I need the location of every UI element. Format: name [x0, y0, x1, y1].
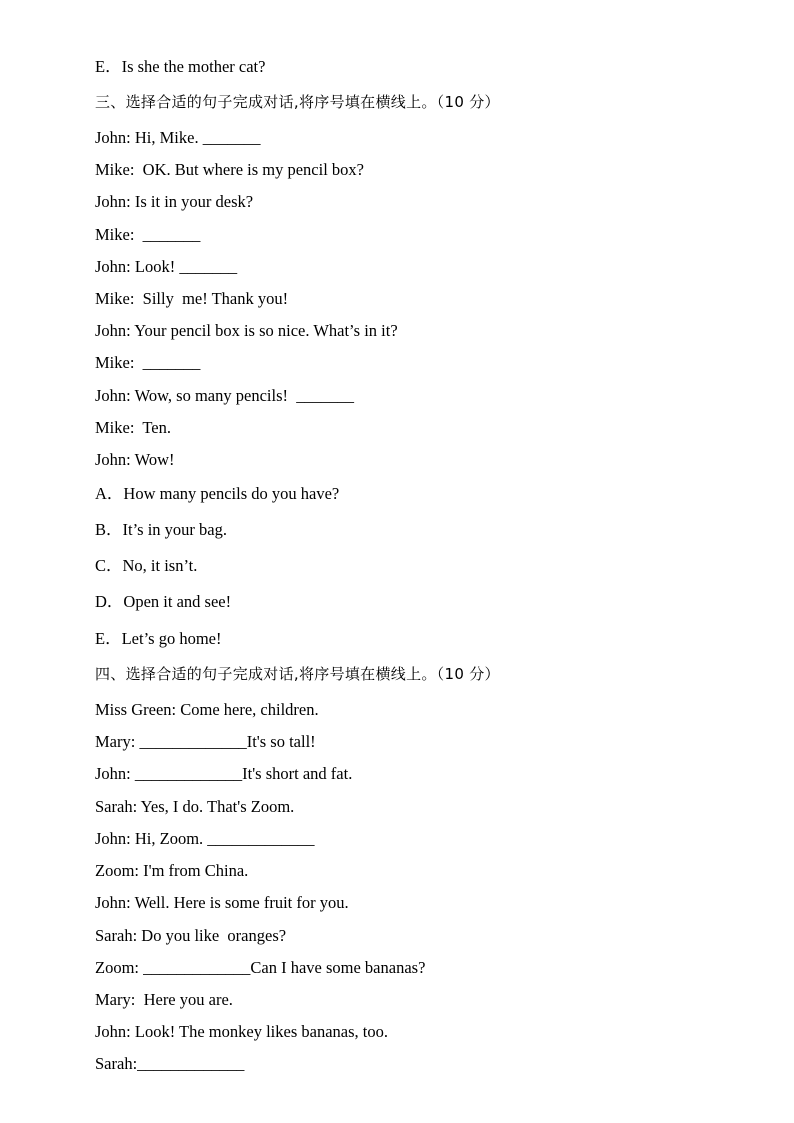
section3-dialogue-line: John: Hi, Mike. _______: [95, 128, 261, 147]
section4-dialogue-line: Mary: _____________It's so tall!: [95, 732, 316, 751]
section3-dialogue-line: Mike: Silly me! Thank you!: [95, 289, 289, 308]
section4-dialogue-line: Zoom: I'm from China.: [95, 861, 249, 880]
section4-dialogue-line: Sarah: Yes, I do. That's Zoom.: [95, 797, 295, 816]
section3-option-e: E．Let’s go home!: [95, 629, 222, 648]
section4-dialogue-line: John: _____________It's short and fat.: [95, 764, 353, 783]
section3-option-b: B．It’s in your bag.: [95, 520, 227, 539]
section2-option-e: E．Is she the mother cat?: [95, 57, 266, 76]
section4-dialogue-line: Zoom: _____________Can I have some bananas?: [95, 958, 426, 977]
section3-dialogue-line: Mike: Ten.: [95, 418, 171, 437]
section4-dialogue-line: Sarah: Do you like oranges?: [95, 926, 287, 945]
section4-dialogue-line: Sarah:_____________: [95, 1054, 245, 1073]
section4-heading: 四、选择合适的句子完成对话,将序号填在横线上。（10 分）: [95, 665, 500, 683]
section3-dialogue-line: Mike: _______: [95, 225, 201, 244]
section4-dialogue-line: John: Well. Here is some fruit for you.: [95, 893, 349, 912]
section3-dialogue-line: Mike: OK. But where is my pencil box?: [95, 160, 364, 179]
section3-dialogue-line: John: Wow!: [95, 450, 175, 469]
section3-dialogue-line: John: Look! _______: [95, 257, 238, 276]
section3-dialogue-line: John: Is it in your desk?: [95, 192, 254, 211]
section4-dialogue-line: Mary: Here you are.: [95, 990, 233, 1009]
section3-heading: 三、选择合适的句子完成对话,将序号填在横线上。（10 分）: [95, 93, 500, 111]
section4-dialogue-line: John: Hi, Zoom. _____________: [95, 829, 315, 848]
section3-option-c: C．No, it isn’t.: [95, 556, 198, 575]
section4-dialogue-line: John: Look! The monkey likes bananas, too.: [95, 1022, 388, 1041]
section3-dialogue-line: John: Wow, so many pencils! _______: [95, 386, 354, 405]
section3-dialogue-line: Mike: _______: [95, 353, 201, 372]
section3-option-a: A．How many pencils do you have?: [95, 484, 340, 503]
section4-dialogue-line: Miss Green: Come here, children.: [95, 700, 319, 719]
section3-dialogue-line: John: Your pencil box is so nice. What’s in it?: [95, 321, 398, 340]
section3-option-d: D．Open it and see!: [95, 592, 232, 611]
